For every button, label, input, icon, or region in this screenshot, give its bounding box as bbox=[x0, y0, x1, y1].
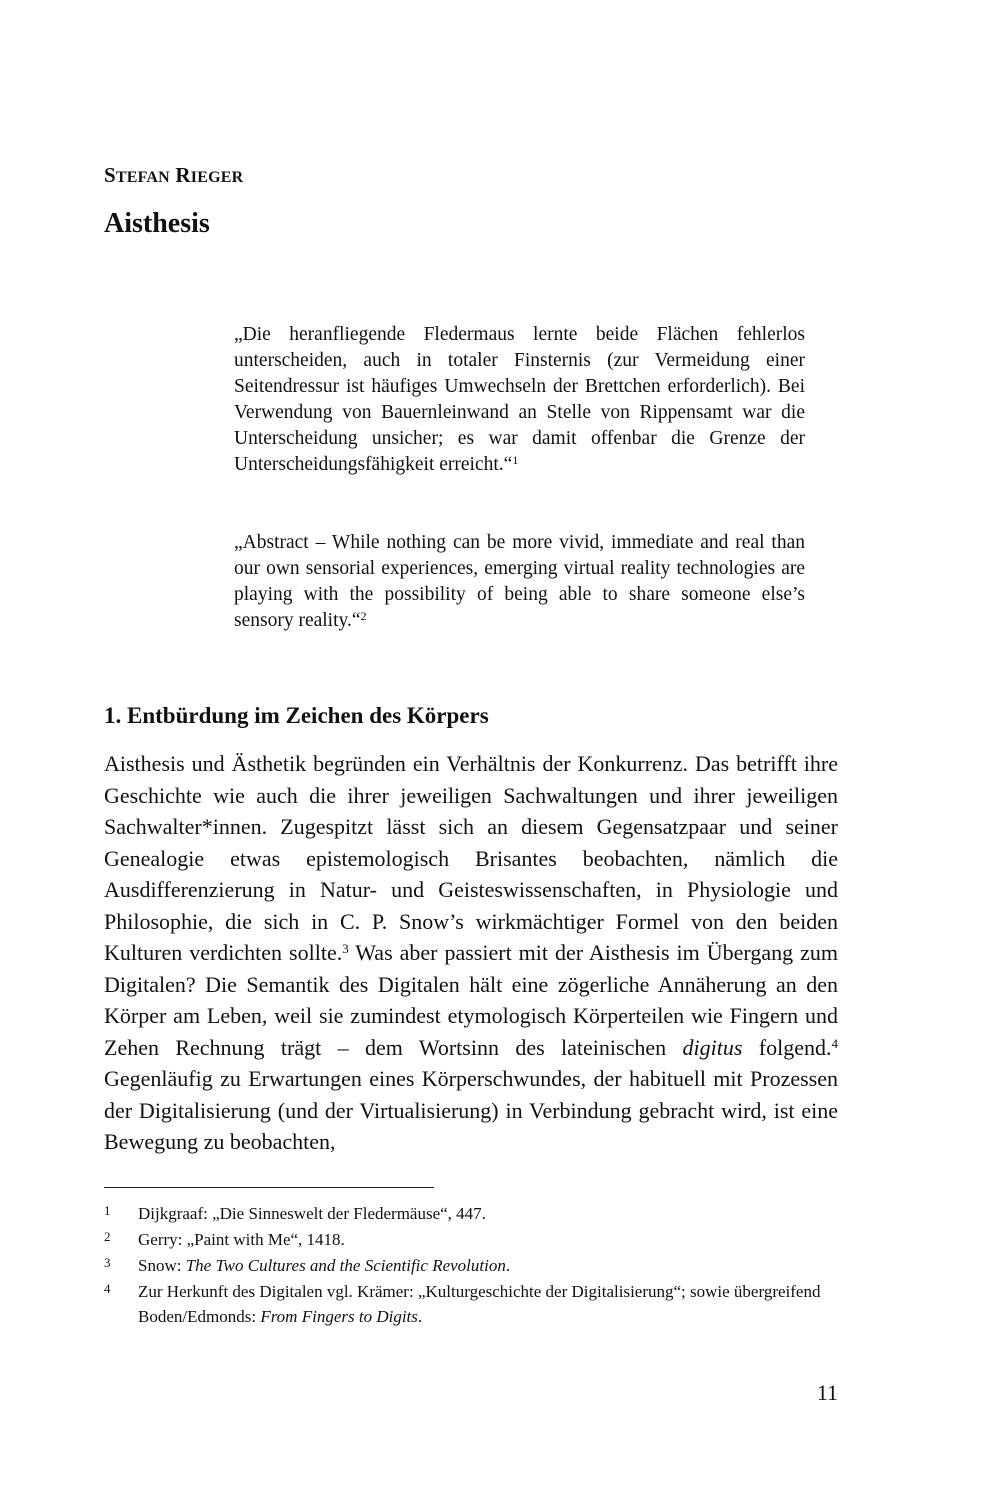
footnote-separator bbox=[104, 1187, 434, 1188]
footnote-text: Gerry: „Paint with Me“, 1418. bbox=[138, 1230, 345, 1249]
footnote-text: Snow: bbox=[138, 1256, 186, 1275]
footnote-4 bbox=[104, 1279, 838, 1329]
author-last-rest: IEGER bbox=[190, 169, 244, 186]
footnote-ref-4[interactable]: 4 bbox=[831, 1035, 839, 1051]
body-text-part-1: Aisthesis und Ästhetik begründen ein Verhältnis der Konkurrenz. Das betrifft ihre Geschichte wie auch die ihrer jeweiligen Sachwaltungen und ihrer jeweiligen Sachwalter*innen. Zugespitzt lässt sich an diesem Gegensatzpaar und seiner Genealogie etwas epistemologisch Brisantes beobachten, nämlich die Ausdifferenzierung in Natur- und Geisteswissenschaften, in Physiologie und Philosophie, die sich in C. P. Snow’s wirkmächtiger Formel von den beiden Kulturen verdichten sollte. bbox=[104, 751, 838, 965]
footnote-text: Dijkgraaf: „Die Sinneswelt der Fledermäuse“, 447. bbox=[138, 1204, 486, 1223]
footnote-1 bbox=[104, 1201, 838, 1226]
footnotes-list bbox=[104, 1201, 838, 1330]
chapter-title: Aisthesis bbox=[104, 208, 210, 239]
footnote-3 bbox=[104, 1253, 838, 1278]
footnote-ref-3[interactable]: 3 bbox=[342, 941, 349, 956]
epigraph-1-footnote-ref[interactable]: 1 bbox=[512, 453, 519, 467]
footnote-text-end: . bbox=[505, 1256, 511, 1275]
section-heading: 1. Entbürdung im Zeichen des Körpers bbox=[104, 703, 489, 728]
footnote-italic-title: From Fingers to Digits bbox=[260, 1307, 418, 1326]
author-first-initial: S bbox=[104, 163, 116, 187]
footnote-number: 2 bbox=[104, 1229, 111, 1244]
body-text-part-4: Gegenläufig zu Erwartungen eines Körperschwundes, der habituell mit Prozessen der Digitalisierung (und der Virtualisierung) in Verbindung gebracht wird, ist eine Bewegung zu beobachten, bbox=[104, 1066, 838, 1154]
footnote-number: 3 bbox=[104, 1255, 111, 1270]
author-name bbox=[104, 163, 243, 188]
body-text-part-3: folgend. bbox=[742, 1034, 832, 1060]
footnote-italic-title: The Two Cultures and the Scientific Revolution bbox=[185, 1256, 506, 1275]
body-text-part-2: Was aber passiert mit der Aisthesis im Übergang zum Digitalen? Die Semantik des Digitalen hält eine zögerliche Annäherung an den Körper am Leben, weil sie zumindest etymologisch Körperteilen wie Fingern und Zehen Rechnung trägt – dem Wortsinn des lateinischen bbox=[104, 940, 838, 1060]
epigraph-1 bbox=[234, 322, 805, 478]
footnote-number: 4 bbox=[104, 1281, 111, 1296]
italic-term: digitus bbox=[682, 1034, 743, 1060]
footnote-text-end: . bbox=[417, 1307, 423, 1326]
footnote-2 bbox=[104, 1227, 838, 1252]
epigraph-2-text: „Abstract – While nothing can be more vivid, immediate and real than our own sensorial experiences, emerging virtual reality technologies are playing with the possibility of being able to share someone else’s sensory reality.“ bbox=[234, 532, 805, 631]
epigraph-2 bbox=[234, 530, 805, 634]
page-number: 11 bbox=[816, 1380, 838, 1405]
author-last-initial: R bbox=[175, 163, 191, 187]
epigraph-2-footnote-ref[interactable]: 2 bbox=[360, 609, 367, 623]
epigraph-1-text: „Die heranfliegende Fledermaus lernte beide Flächen fehlerlos unterscheiden, auch in totaler Finsternis (zur Vermeidung einer Seitendressur ist häufiges Umwechseln der Brettchen erforderlich). Bei Verwendung von Bauernleinwand an Stelle von Rippensamt war die Unterscheidung unsicher; es war damit offenbar die Grenze der Unterscheidungsfähigkeit erreicht.“ bbox=[234, 324, 805, 475]
footnote-number: 1 bbox=[104, 1203, 111, 1218]
footnote-text: Zur Herkunft des Digitalen vgl. Krämer: „Kulturgeschichte der Digitalisierung“; sowie übergreifend Boden/Edmonds: bbox=[138, 1282, 821, 1326]
body-paragraph bbox=[104, 748, 838, 1158]
author-first-rest: TEFAN bbox=[115, 169, 170, 186]
